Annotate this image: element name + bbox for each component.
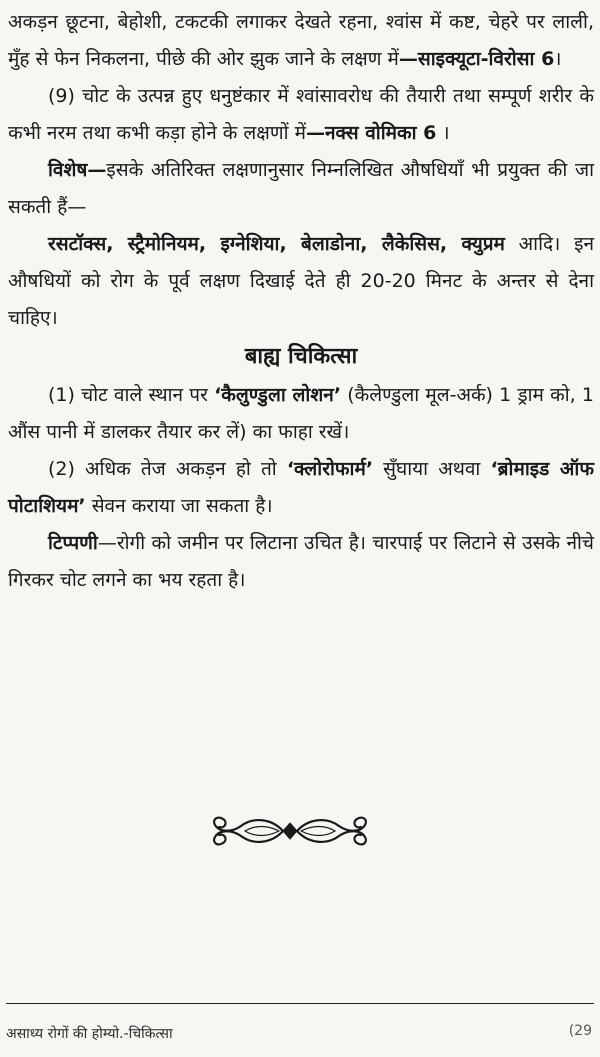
paragraph-text: (9) चोट के उत्पन्न हुए धनुष्टंकार में श्वांसावरोध की तैयारी तथा सम्पूर्ण शरीर के कभी नरम तथा कभी कड़ा होने के लक्षणों में xyxy=(8,85,594,144)
decorative-scroll-flourish-icon xyxy=(205,810,375,852)
paragraph-text: (1) चोट वाले स्थान पर xyxy=(48,384,215,406)
remedy-name: —नक्स वोमिका 6 xyxy=(305,122,437,144)
remedy-name: —साइक्यूटा-विरोसा 6 xyxy=(398,48,555,70)
paragraph-text: सुँघाया अथवा xyxy=(373,458,491,480)
paragraph-nux-vomica xyxy=(8,78,594,152)
page-body xyxy=(8,4,594,599)
paragraph-end: । xyxy=(554,48,562,70)
page-number: (29 xyxy=(568,1023,592,1039)
special-label: विशेष— xyxy=(48,159,107,181)
paragraph-chloroform xyxy=(8,451,594,525)
paragraph-calendula xyxy=(8,377,594,451)
footer-divider xyxy=(6,1003,594,1004)
paragraph-symptoms-cicuta xyxy=(8,4,594,78)
paragraph-end: । xyxy=(436,122,450,144)
remedy-name: ‘कैलुण्डुला लोशन’ xyxy=(214,384,342,406)
paragraph-text: —रोगी को जमीन पर लिटाना उचित है। चारपाई पर लिटाने से उसके नीचे गिरकर चोट लगने का भय रहता है। xyxy=(8,532,594,591)
remedy-name: ‘ब्रोमाइड ऑफ पोटाशियम’ xyxy=(8,458,595,517)
paragraph-text: आदि। इन औषधियों को रोग के पूर्व लक्षण दिखाई देते ही 20-20 मिनट के अन्तर से देना चाहिए। xyxy=(8,233,594,329)
paragraph-remark xyxy=(8,525,594,599)
paragraph-text: (2) अधिक तेज अकड़न हो तो xyxy=(48,458,287,480)
paragraph-remedy-list xyxy=(8,226,594,337)
remark-label: टिप्पणी xyxy=(48,532,98,554)
paragraph-text: अकड़न छूटना, बेहोशी, टकटकी लगाकर देखते रहना, श्वांस में कष्ट, चेहरे पर लाली, मुँह से फेन निकलना, पीछे की ओर झुक जाने के लक्षण में xyxy=(8,11,594,70)
remedy-name: ‘क्लोरोफार्म’ xyxy=(286,458,374,480)
paragraph-special-note xyxy=(8,152,594,226)
paragraph-text: (कैलेण्डुला मूल-अर्क) 1 ड्राम को, 1 औंस पानी में डालकर तैयार कर लें) का फाहा रखें। xyxy=(8,384,594,443)
section-heading: बाह्य चिकित्सा xyxy=(244,344,358,369)
book-title: असाध्य रोगों की होम्यो.-चिकित्सा xyxy=(6,1026,173,1042)
paragraph-text: इसके अतिरिक्त लक्षणानुसार निम्नलिखित औषधियाँ भी प्रयुक्त की जा सकती हैं— xyxy=(8,159,594,218)
remedy-list: रसटॉक्स, स्ट्रैमोनियम, इग्नेशिया, बेलाडोना, लैकेसिस, क्युप्रम xyxy=(48,233,505,255)
paragraph-text: सेवन कराया जा सकता है। xyxy=(85,495,273,517)
